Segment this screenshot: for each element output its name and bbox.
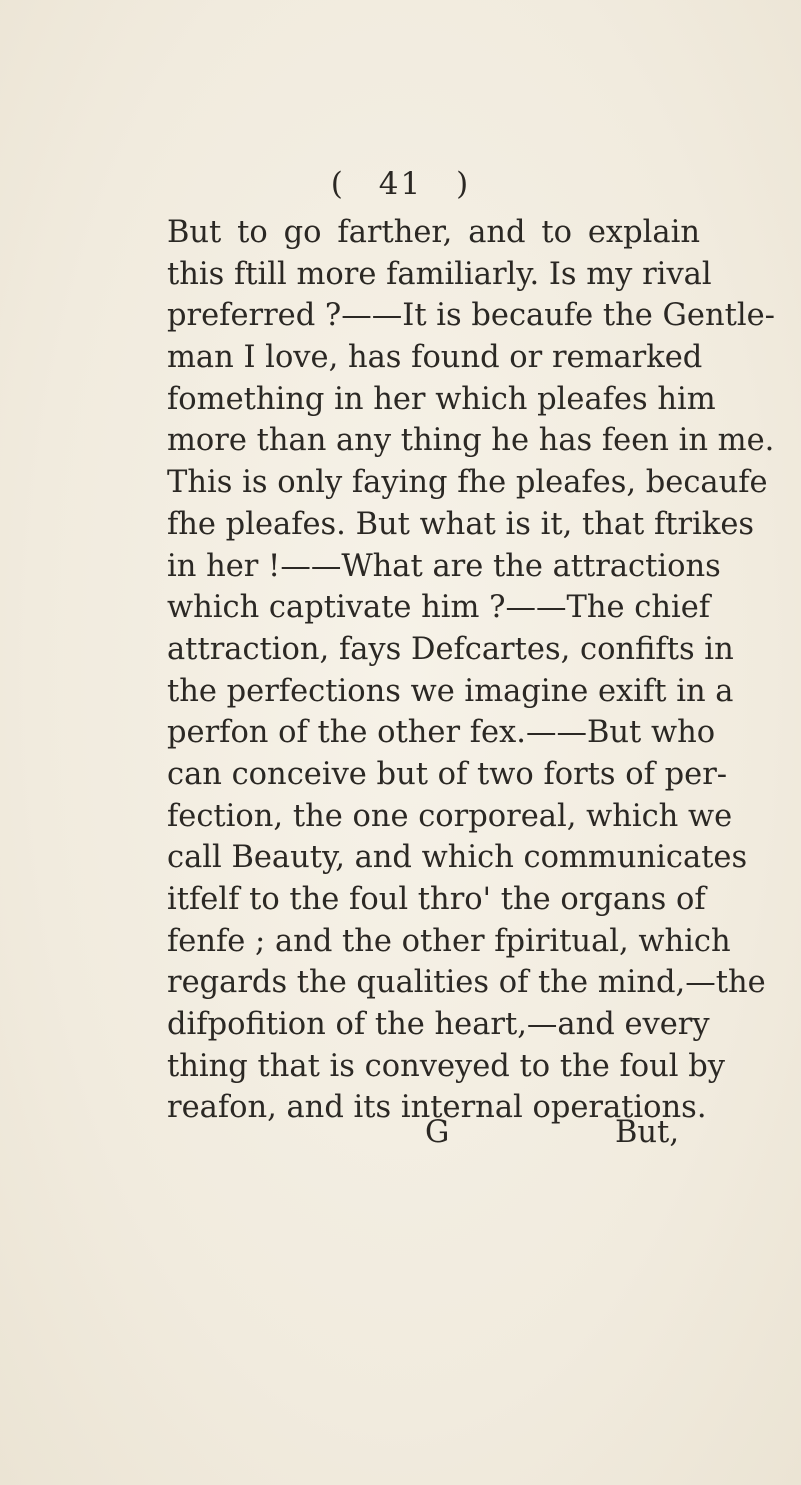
text-line: can conceive but of two forts of per- [167,756,728,792]
text-line: regards the qualities of the mind,—the [167,965,766,1001]
text-line: the perfections we imagine exift in a [167,673,734,709]
open-paren: ( [330,166,345,202]
body-paragraph [167,212,775,1129]
page-number: 41 [378,166,423,202]
text-line: itfelf to the foul thro' the organs of [167,882,706,917]
page-header [0,166,801,202]
text-line: perfon of the other fex.——But who [167,715,716,751]
text-line: difpofition of the heart,—and every [167,1007,710,1043]
text-line: call Beauty, and which communicates [167,840,748,876]
text-line: this ftill more familiarly. Is my rival [167,256,712,292]
text-line: But to go farther, and to explain [167,215,700,250]
signature-mark: G [425,1115,450,1150]
catchword: But, [615,1115,680,1150]
text-line: attraction, fays Defcartes, confifts in [167,631,734,667]
text-line: This is only faying fhe pleafes, becaufe [167,465,768,501]
text-line: more than any thing he has feen in me. [167,423,775,459]
text-line-last: reafon, and its internal operations. [167,1090,707,1126]
text-line: fomething in her which pleafes him [167,381,716,417]
text-line: in her !——What are the attractions [167,548,721,584]
text-line: man I love, has found or remarked [167,340,703,376]
text-line: fhe pleafes. But what is it, that ftrikes [167,506,755,542]
text-line: fection, the one corporeal, which we [167,798,733,834]
text-line: fenfe ; and the other fpiritual, which [167,923,731,959]
close-paren: ) [456,166,471,202]
text-line: thing that is conveyed to the foul by [167,1048,725,1084]
text-line: preferred ?——It is becaufe the Gentle- [167,298,775,334]
text-line: which captivate him ?——The chief [167,590,711,626]
